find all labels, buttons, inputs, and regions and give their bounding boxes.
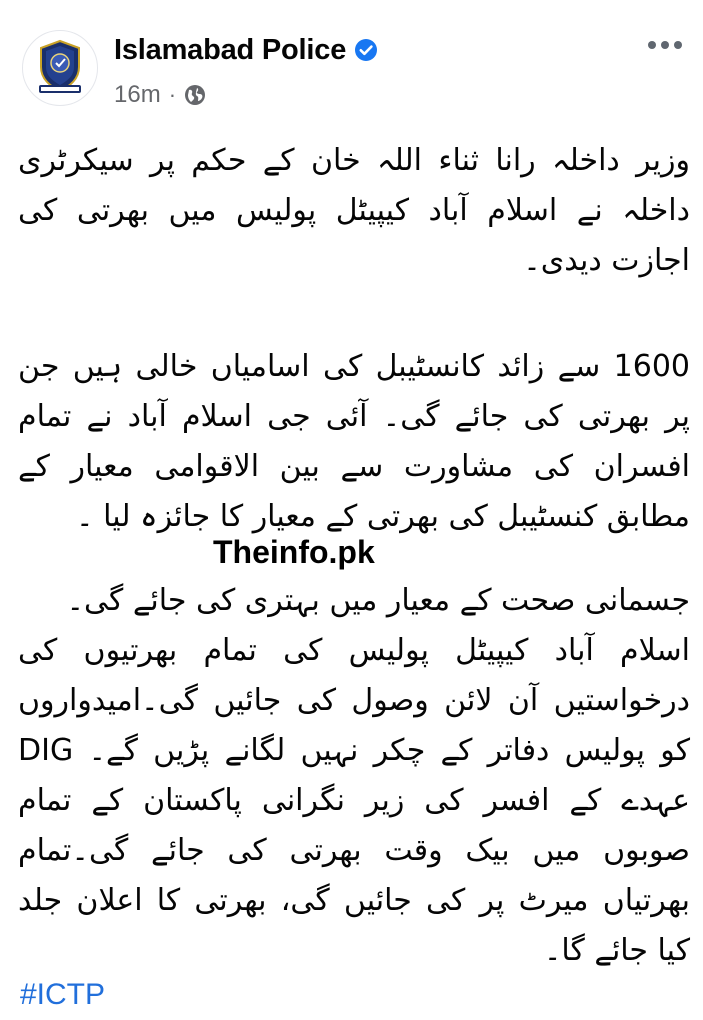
- post-header: [0, 0, 703, 130]
- post-paragraph-4: اسلام آباد کیپیٹل پولیس کی تمام بھرتیوں کی درخواستیں آن لائن وصول کی جائیں گی۔امیدواروں کو پولیس دفاتر کے چکر نہیں لگانے پڑیں گے۔ DIG عہدے کے افسر کی زیر نگرانی پاکستان کے تمام صوبوں میں بیک وقت بھرتی کی جائے گی۔تمام بھرتیاں میرٹ پر کی جائیں گی، بھرتی کا اعلان جلد کیا جائے گا۔: [18, 633, 690, 968]
- post-timestamp[interactable]: 16m: [114, 81, 161, 108]
- meta-separator: ·: [168, 82, 177, 107]
- page-avatar[interactable]: [22, 30, 98, 106]
- post-paragraph-3: جسمانی صحت کے معیار میں بہتری کی جائے گی۔: [66, 583, 690, 618]
- globe-icon[interactable]: [184, 84, 206, 106]
- post-paragraph-1: وزیر داخلہ رانا ثناء اللہ خان کے حکم پر سیکرٹری داخلہ نے اسلام آباد کیپیٹل پولیس میں بھرتی کی اجازت دیدی۔: [18, 143, 690, 278]
- more-options-button[interactable]: [643, 30, 687, 60]
- post-paragraph-2: 1600 سے زائد کانسٹیبل کی اسامیاں خالی ہیں جن پر بھرتی کی جائے گی۔ آئی جی اسلام آباد نے تمام افسران کی مشاورت سے بین الاقوامی معیار کے مطابق کنسٹیبل کی بھرتی کے معیار کا جائزہ لیا ۔: [18, 349, 690, 534]
- author-line: [114, 30, 378, 70]
- more-options-icon: [647, 40, 683, 50]
- police-badge-logo: [23, 31, 97, 105]
- post-meta: [114, 80, 206, 110]
- author-name[interactable]: Islamabad Police: [114, 33, 347, 66]
- hashtag-link[interactable]: #ICTP: [20, 978, 106, 1011]
- watermark-text: Theinfo.pk: [213, 534, 375, 570]
- verified-badge-icon: [354, 38, 378, 62]
